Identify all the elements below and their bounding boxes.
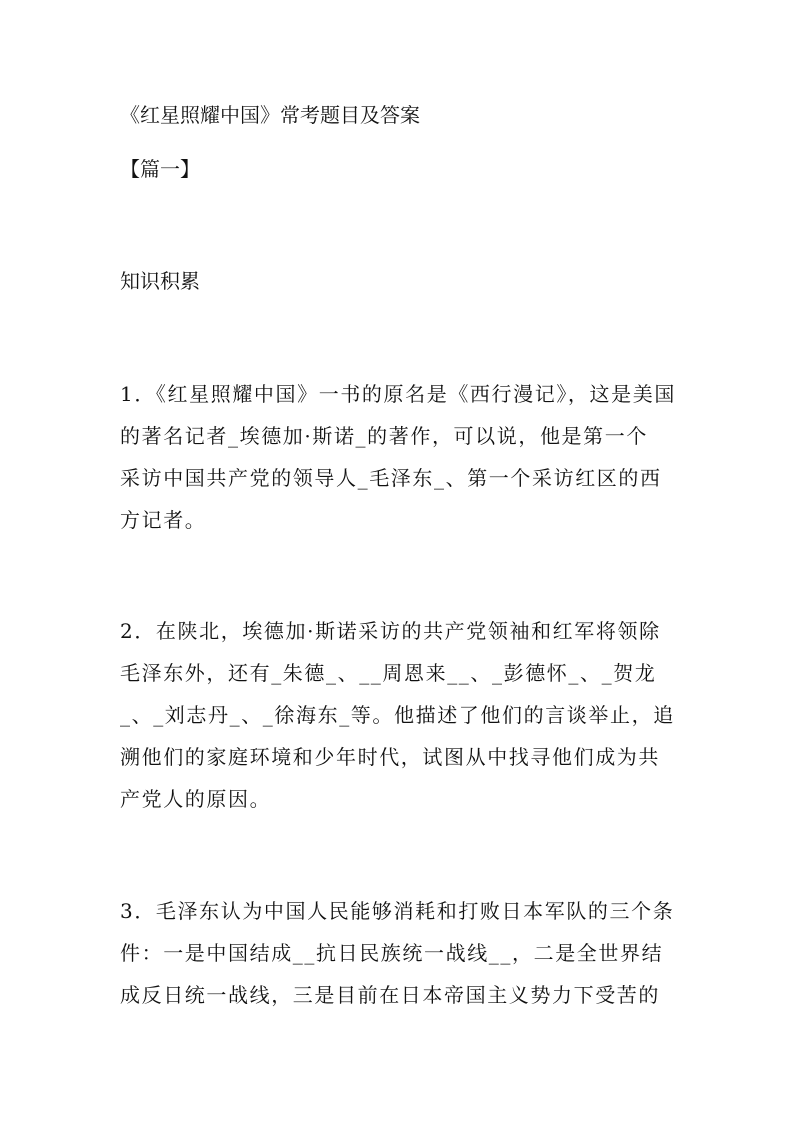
paragraph-line: 采访中国共产党的领导人_毛泽东_、第一个采访红区的西 — [120, 466, 662, 490]
section-heading: 知识积累 — [120, 269, 200, 293]
paragraph-line: 1．《红星照耀中国》一书的原名是《西行漫记》，这是美国 — [120, 382, 676, 406]
paragraph-line: 成反日统一战线，三是目前在日本帝国主义势力下受苦的 — [120, 983, 660, 1007]
paragraph-line: 产党人的原因。 — [120, 787, 272, 811]
paragraph-2 — [120, 610, 690, 820]
paragraph-1 — [120, 373, 690, 541]
paragraph-line: 2．在陕北，埃德加·斯诺采访的共产党领袖和红军将领除 — [120, 619, 661, 643]
paragraph-line: 的著名记者_埃德加·斯诺_的著作，可以说，他是第一个 — [120, 424, 648, 448]
document-title: 《红星照耀中国》常考题目及答案 — [120, 103, 420, 127]
paragraph-line: 溯他们的家庭环境和少年时代，试图从中找寻他们成为共 — [120, 745, 660, 769]
paragraph-line: 毛泽东外，还有_朱德_、__周恩来__、_彭德怀_、_贺龙 — [120, 661, 657, 685]
section-label: 【篇一】 — [120, 157, 200, 181]
paragraph-line: _、_刘志丹_、_徐海东_等。他描述了他们的言谈举止，追 — [120, 703, 675, 727]
paragraph-line: 方记者。 — [120, 508, 207, 532]
paragraph-3 — [120, 890, 690, 1016]
paragraph-line: 件：一是中国结成__抗日民族统一战线__，二是全世界结 — [120, 941, 664, 965]
paragraph-line: 3．毛泽东认为中国人民能够消耗和打败日本军队的三个条 — [120, 899, 675, 923]
